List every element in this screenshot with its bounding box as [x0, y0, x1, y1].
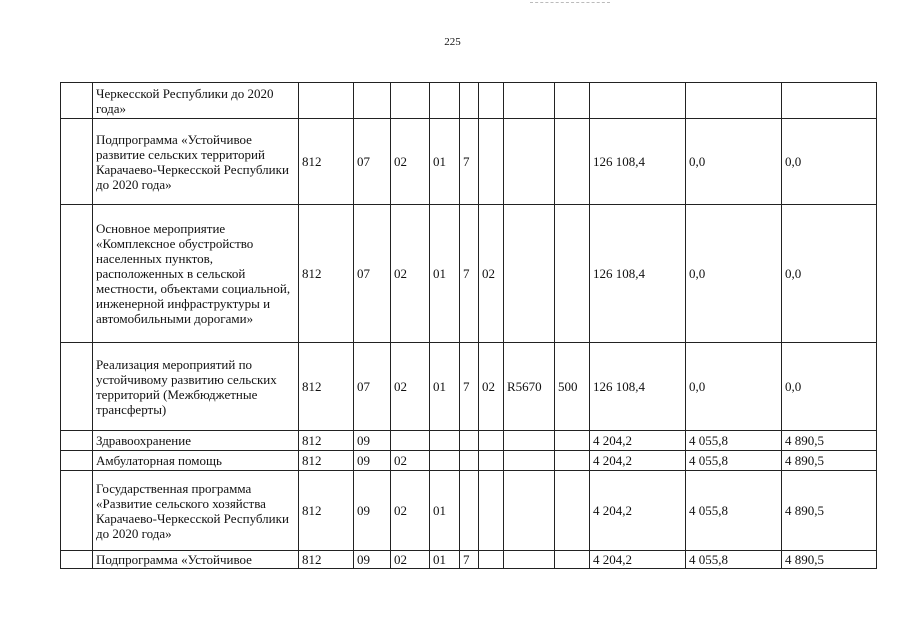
- item-name-cell: Амбулаторная помощь: [93, 451, 299, 471]
- expense-type-cell: [555, 205, 590, 343]
- expense-type-cell: [555, 431, 590, 451]
- amount-2019-cell: 0,0: [686, 205, 782, 343]
- expense-type-cell: 500: [555, 343, 590, 431]
- direction-cell: R5670: [504, 343, 555, 431]
- subprogram-cell: 7: [460, 551, 479, 569]
- table-row: [61, 205, 877, 343]
- amount-2018-cell: 126 108,4: [590, 119, 686, 205]
- direction-cell: [504, 551, 555, 569]
- section-cell: 09: [354, 431, 391, 451]
- amount-2019-cell: 0,0: [686, 343, 782, 431]
- amount-2020-cell: 0,0: [782, 205, 877, 343]
- ministry-code-cell: 812: [299, 431, 354, 451]
- amount-2018-cell: 4 204,2: [590, 431, 686, 451]
- amount-2019-cell: 4 055,8: [686, 451, 782, 471]
- event-cell: [479, 431, 504, 451]
- program-cell: [430, 83, 460, 119]
- row-number-cell: [61, 431, 93, 451]
- program-cell: 01: [430, 205, 460, 343]
- ministry-code-cell: 812: [299, 451, 354, 471]
- ministry-code-cell: 812: [299, 551, 354, 569]
- amount-2019-cell: 0,0: [686, 119, 782, 205]
- row-number-cell: [61, 205, 93, 343]
- section-cell: 07: [354, 205, 391, 343]
- page-number: 225: [444, 36, 461, 48]
- event-cell: [479, 83, 504, 119]
- row-number-cell: [61, 83, 93, 119]
- direction-cell: [504, 205, 555, 343]
- amount-2018-cell: 4 204,2: [590, 471, 686, 551]
- amount-2018-cell: 4 204,2: [590, 551, 686, 569]
- section-cell: 09: [354, 471, 391, 551]
- subprogram-cell: 7: [460, 205, 479, 343]
- ministry-code-cell: 812: [299, 471, 354, 551]
- table-row: [61, 431, 877, 451]
- item-name-cell: Основное мероприятие «Комплексное обустройство населенных пунктов, расположенных в сельской местности, объектами социальной, инженерной инфраструктуры и автомобильными дорогами»: [93, 205, 299, 343]
- event-cell: [479, 551, 504, 569]
- event-cell: [479, 451, 504, 471]
- direction-cell: [504, 83, 555, 119]
- direction-cell: [504, 451, 555, 471]
- amount-2020-cell: 4 890,5: [782, 431, 877, 451]
- direction-cell: [504, 431, 555, 451]
- expense-type-cell: [555, 551, 590, 569]
- amount-2018-cell: 4 204,2: [590, 451, 686, 471]
- table-row: [61, 343, 877, 431]
- subsection-cell: 02: [391, 471, 430, 551]
- event-cell: 02: [479, 343, 504, 431]
- amount-2018-cell: [590, 83, 686, 119]
- item-name-cell: Реализация мероприятий по устойчивому развитию сельских территорий (Межбюджетные трансферты): [93, 343, 299, 431]
- program-cell: 01: [430, 343, 460, 431]
- subsection-cell: 02: [391, 551, 430, 569]
- ministry-code-cell: 812: [299, 343, 354, 431]
- direction-cell: [504, 471, 555, 551]
- ministry-code-cell: [299, 83, 354, 119]
- subsection-cell: 02: [391, 343, 430, 431]
- amount-2020-cell: 4 890,5: [782, 551, 877, 569]
- amount-2019-cell: 4 055,8: [686, 431, 782, 451]
- table-row: [61, 119, 877, 205]
- subsection-cell: 02: [391, 205, 430, 343]
- subprogram-cell: 7: [460, 343, 479, 431]
- subprogram-cell: [460, 431, 479, 451]
- section-cell: [354, 83, 391, 119]
- amount-2020-cell: 4 890,5: [782, 471, 877, 551]
- amount-2018-cell: 126 108,4: [590, 205, 686, 343]
- subprogram-cell: [460, 451, 479, 471]
- row-number-cell: [61, 343, 93, 431]
- item-name-cell: Подпрограмма «Устойчивое развитие сельских территорий Карачаево-Черкесской Республики до 2020 года»: [93, 119, 299, 205]
- subprogram-cell: [460, 83, 479, 119]
- subsection-cell: 02: [391, 119, 430, 205]
- budget-table: [60, 82, 877, 569]
- row-number-cell: [61, 451, 93, 471]
- section-cell: 09: [354, 451, 391, 471]
- item-name-cell: Государственная программа «Развитие сельского хозяйства Карачаево-Черкесской Республики до 2020 года»: [93, 471, 299, 551]
- section-cell: 07: [354, 119, 391, 205]
- program-cell: [430, 451, 460, 471]
- amount-2020-cell: [782, 83, 877, 119]
- item-name-cell: Черкесской Республики до 2020 года»: [93, 83, 299, 119]
- section-cell: 09: [354, 551, 391, 569]
- expense-type-cell: [555, 119, 590, 205]
- table-row: [61, 471, 877, 551]
- expense-type-cell: [555, 83, 590, 119]
- subsection-cell: 02: [391, 451, 430, 471]
- expense-type-cell: [555, 471, 590, 551]
- item-name-cell: Подпрограмма «Устойчивое: [93, 551, 299, 569]
- program-cell: 01: [430, 119, 460, 205]
- program-cell: 01: [430, 551, 460, 569]
- program-cell: [430, 431, 460, 451]
- direction-cell: [504, 119, 555, 205]
- subsection-cell: [391, 83, 430, 119]
- table-row: [61, 551, 877, 569]
- item-name-cell: Здравоохранение: [93, 431, 299, 451]
- amount-2019-cell: [686, 83, 782, 119]
- amount-2019-cell: 4 055,8: [686, 471, 782, 551]
- subsection-cell: [391, 431, 430, 451]
- amount-2020-cell: 0,0: [782, 343, 877, 431]
- row-number-cell: [61, 471, 93, 551]
- row-number-cell: [61, 551, 93, 569]
- amount-2020-cell: 4 890,5: [782, 451, 877, 471]
- amount-2020-cell: 0,0: [782, 119, 877, 205]
- subprogram-cell: 7: [460, 119, 479, 205]
- table-row: [61, 83, 877, 119]
- program-cell: 01: [430, 471, 460, 551]
- amount-2019-cell: 4 055,8: [686, 551, 782, 569]
- event-cell: [479, 471, 504, 551]
- event-cell: [479, 119, 504, 205]
- event-cell: 02: [479, 205, 504, 343]
- subprogram-cell: [460, 471, 479, 551]
- expense-type-cell: [555, 451, 590, 471]
- row-number-cell: [61, 119, 93, 205]
- ministry-code-cell: 812: [299, 205, 354, 343]
- section-cell: 07: [354, 343, 391, 431]
- scan-artifact: [530, 2, 610, 5]
- amount-2018-cell: 126 108,4: [590, 343, 686, 431]
- ministry-code-cell: 812: [299, 119, 354, 205]
- table-row: [61, 451, 877, 471]
